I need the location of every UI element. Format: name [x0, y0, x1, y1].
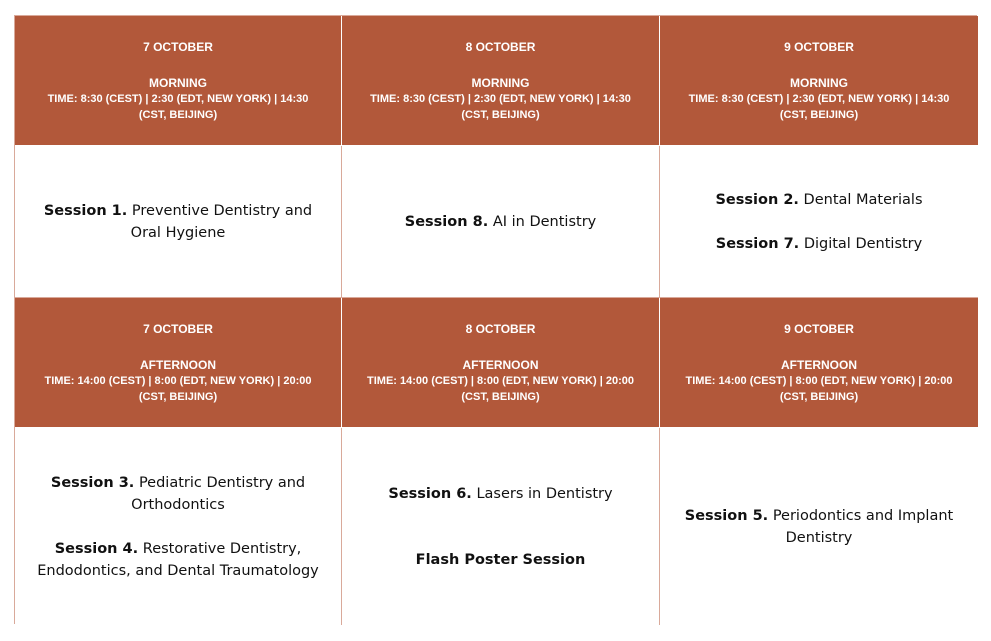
- session-label: Flash Poster Session: [415, 551, 586, 568]
- session-label: Session 5.: [684, 507, 769, 524]
- session-title: Lasers in Dentistry: [476, 485, 613, 502]
- header-time: TIME: 8:30 (CEST) | 2:30 (EDT, NEW YORK) | 14:30 (CST, BEIJING): [47, 92, 309, 121]
- header-period: AFTERNOON: [462, 357, 539, 372]
- header-time: TIME: 8:30 (CEST) | 2:30 (EDT, NEW YORK) | 14:30 (CST, BEIJING): [370, 92, 631, 121]
- session-label: Session 3.: [50, 474, 135, 491]
- session-label: Session 2.: [715, 191, 799, 208]
- header-cell-oct9-morning: [660, 16, 978, 146]
- header-time: TIME: 8:30 (CEST) | 2:30 (EDT, NEW YORK) | 14:30 (CST, BEIJING): [688, 92, 950, 121]
- session-entry: [37, 200, 319, 244]
- header-cell-oct7-afternoon: [15, 298, 342, 428]
- header-date: 8 OCTOBER: [465, 321, 536, 336]
- schedule-table: [14, 15, 977, 624]
- session-title: Periodontics and Implant Dentistry: [772, 507, 954, 546]
- session-title: Restorative Dentistry, Endodontics, and Dental Traumatology: [37, 540, 319, 579]
- header-cell-oct7-morning: [15, 16, 342, 146]
- session-title: Dental Materials: [803, 191, 923, 208]
- header-period: MORNING: [149, 75, 207, 90]
- session-label: Session 1.: [43, 202, 128, 219]
- session-title: AI in Dentistry: [492, 213, 597, 230]
- session-entry: [388, 483, 612, 505]
- session-cell-oct8-morning: [342, 146, 660, 298]
- session-entry: [716, 233, 922, 255]
- session-label: Session 4.: [54, 540, 139, 557]
- session-entry: [416, 549, 586, 571]
- header-time: TIME: 14:00 (CEST) | 8:00 (EDT, NEW YORK) | 20:00 (CST, BEIJING): [685, 374, 953, 403]
- header-date: 9 OCTOBER: [784, 321, 854, 336]
- session-cell-oct8-afternoon: [342, 428, 660, 625]
- header-time: TIME: 14:00 (CEST) | 8:00 (EDT, NEW YORK) | 20:00 (CST, BEIJING): [367, 374, 634, 403]
- session-cell-oct7-morning: [15, 146, 342, 298]
- session-title: Digital Dentistry: [803, 235, 923, 252]
- session-title: Preventive Dentistry and Oral Hygiene: [130, 202, 313, 241]
- session-entry: [682, 505, 956, 549]
- session-label: Session 6.: [388, 485, 472, 502]
- session-entry: [405, 211, 596, 233]
- session-label: Session 7.: [715, 235, 800, 252]
- header-date: 8 OCTOBER: [465, 39, 536, 54]
- header-date: 7 OCTOBER: [143, 321, 213, 336]
- header-time: TIME: 14:00 (CEST) | 8:00 (EDT, NEW YORK) | 20:00 (CST, BEIJING): [44, 374, 312, 403]
- header-period: MORNING: [471, 75, 530, 90]
- session-entry: [715, 189, 922, 211]
- session-label: Session 8.: [404, 213, 489, 230]
- header-date: 7 OCTOBER: [143, 39, 213, 54]
- header-period: AFTERNOON: [781, 357, 857, 372]
- session-cell-oct7-afternoon: [15, 428, 342, 625]
- session-entry: [37, 538, 319, 582]
- header-period: AFTERNOON: [140, 357, 216, 372]
- header-date: 9 OCTOBER: [784, 39, 854, 54]
- session-entry: [37, 472, 319, 516]
- session-title: Pediatric Dentistry and Orthodontics: [131, 474, 306, 513]
- header-cell-oct9-afternoon: [660, 298, 978, 428]
- header-period: MORNING: [790, 75, 848, 90]
- header-cell-oct8-morning: [342, 16, 660, 146]
- session-cell-oct9-afternoon: [660, 428, 978, 625]
- session-cell-oct9-morning: [660, 146, 978, 298]
- header-cell-oct8-afternoon: [342, 298, 660, 428]
